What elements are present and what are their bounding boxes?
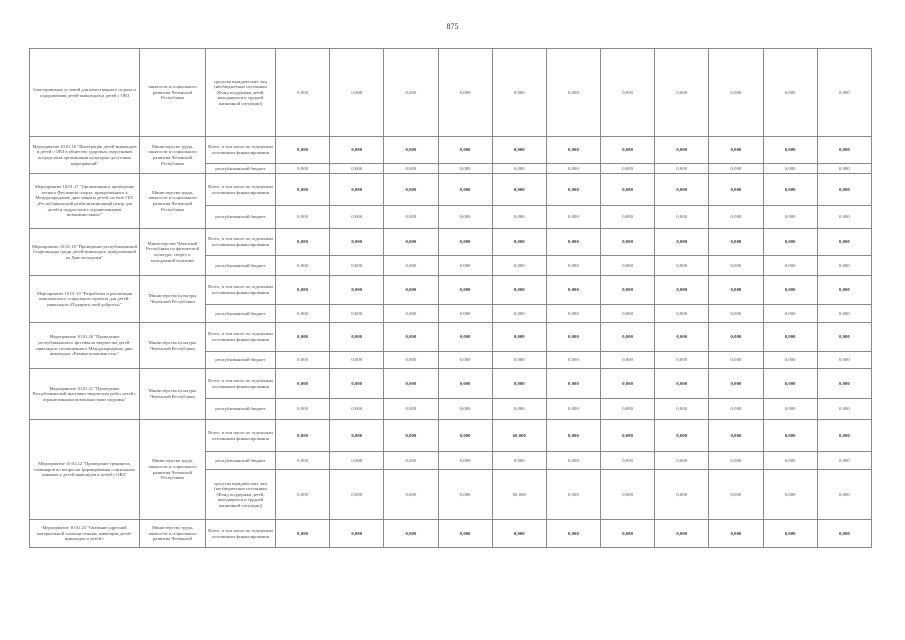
- amount-cell: 0,000: [384, 256, 438, 276]
- amount-cell: 0,000: [492, 520, 546, 548]
- amount-cell: 0,000: [709, 452, 763, 470]
- amount-cell: 0,000: [817, 164, 871, 174]
- funding-source-cell: Всего, в том числе по отдельным источникам финансирования: [206, 229, 276, 256]
- event-name-cell: Мероприятие 10.01.21 "Проведение Республиканской выставки творческих работ детей с ограниченными возможностями здоровья": [30, 369, 140, 420]
- amount-cell: 0,000: [438, 352, 492, 369]
- amount-cell: 60,000: [492, 470, 546, 520]
- amount-cell: 0,000: [817, 174, 871, 206]
- amount-cell: 0,000: [330, 352, 384, 369]
- amount-cell: 0,000: [546, 305, 600, 323]
- amount-cell: 0,000: [438, 520, 492, 548]
- amount-cell: 0,000: [330, 420, 384, 452]
- amount-cell: 0,000: [276, 137, 330, 164]
- funding-source-cell: республиканский бюджет: [206, 164, 276, 174]
- amount-cell: 0,000: [546, 323, 600, 352]
- amount-cell: 0,000: [763, 206, 817, 229]
- amount-cell: 0,000: [546, 137, 600, 164]
- amount-cell: 0,000: [655, 323, 709, 352]
- amount-cell: 0,000: [655, 137, 709, 164]
- amount-cell: 0,000: [655, 49, 709, 137]
- amount-cell: 0,000: [438, 256, 492, 276]
- amount-cell: 0,000: [438, 164, 492, 174]
- amount-cell: 0,000: [546, 276, 600, 305]
- table-row: [30, 137, 872, 164]
- amount-cell: 0,000: [330, 305, 384, 323]
- funding-source-cell: республиканский бюджет: [206, 452, 276, 470]
- amount-cell: 0,000: [438, 470, 492, 520]
- executor-cell: Министерство культуры Чеченской Республики: [140, 369, 206, 420]
- amount-cell: 0,000: [384, 369, 438, 399]
- amount-cell: 0,000: [276, 49, 330, 137]
- amount-cell: 0,000: [276, 206, 330, 229]
- amount-cell: 0,000: [763, 452, 817, 470]
- amount-cell: 0,000: [763, 164, 817, 174]
- amount-cell: 0,000: [601, 206, 655, 229]
- amount-cell: 0,000: [438, 452, 492, 470]
- amount-cell: 0,000: [601, 229, 655, 256]
- amount-cell: 0,000: [546, 164, 600, 174]
- amount-cell: 0,000: [601, 164, 655, 174]
- funding-source-cell: Всего, в том числе по отдельным источникам финансирования: [206, 137, 276, 164]
- amount-cell: 0,000: [709, 470, 763, 520]
- amount-cell: 0,000: [763, 470, 817, 520]
- amount-cell: 0,000: [655, 305, 709, 323]
- funding-source-cell: республиканский бюджет: [206, 256, 276, 276]
- amount-cell: 0,000: [655, 420, 709, 452]
- amount-cell: 0,000: [492, 452, 546, 470]
- amount-cell: 0,000: [492, 164, 546, 174]
- amount-cell: 0,000: [438, 229, 492, 256]
- table-row: [30, 520, 872, 548]
- amount-cell: 0,000: [492, 256, 546, 276]
- amount-cell: 0,000: [763, 323, 817, 352]
- amount-cell: 0,000: [546, 452, 600, 470]
- amount-cell: 0,000: [709, 352, 763, 369]
- amount-cell: 0,000: [438, 399, 492, 420]
- amount-cell: 0,000: [276, 420, 330, 452]
- budget-table: [29, 48, 872, 548]
- event-name-cell: Мероприятие 10.01.18 "Проведение республиканской Спартакиады среди детей-инвалидов, приуроченной ко Дню молодежи": [30, 229, 140, 276]
- amount-cell: 0,000: [817, 137, 871, 164]
- amount-cell: 0,000: [763, 420, 817, 452]
- amount-cell: 0,000: [709, 399, 763, 420]
- amount-cell: 0,000: [384, 520, 438, 548]
- executor-cell: Министерство Чеченской Республики по физической культуре, спорту и молодежной политике: [140, 229, 206, 276]
- amount-cell: 0,000: [763, 137, 817, 164]
- amount-cell: 0,000: [817, 352, 871, 369]
- amount-cell: 0,000: [546, 229, 600, 256]
- executor-cell: Министерство труда, занятости и социального развития Чеченской Республики: [140, 420, 206, 520]
- amount-cell: 0,000: [601, 369, 655, 399]
- funding-source-cell: Всего, в том числе по отдельным источникам финансирования: [206, 276, 276, 305]
- funding-source-cell: республиканский бюджет: [206, 399, 276, 420]
- amount-cell: 0,000: [492, 137, 546, 164]
- amount-cell: 0,000: [655, 470, 709, 520]
- event-name-cell: Мероприятие 10.01.22 "Проведение тренингов, семинаров по вопросам формирования социальных навыков у детей-инвалидов и детей с ОВЗ": [30, 420, 140, 520]
- amount-cell: 0,000: [655, 369, 709, 399]
- amount-cell: 0,000: [276, 352, 330, 369]
- amount-cell: 0,000: [763, 276, 817, 305]
- amount-cell: 0,000: [601, 305, 655, 323]
- amount-cell: 0,000: [384, 305, 438, 323]
- amount-cell: 0,000: [817, 470, 871, 520]
- funding-source-cell: Всего, в том числе по отдельным источникам финансирования: [206, 323, 276, 352]
- amount-cell: 0,000: [763, 229, 817, 256]
- amount-cell: 0,000: [709, 229, 763, 256]
- amount-cell: 0,000: [276, 174, 330, 206]
- amount-cell: 0,000: [438, 305, 492, 323]
- amount-cell: 0,000: [492, 352, 546, 369]
- table-row: [30, 229, 872, 256]
- amount-cell: 0,000: [330, 137, 384, 164]
- funding-source-cell: средства юридических лиц (необюджетные источники (Фонд поддержки детей, находящихся в трудной жизненной ситуации)): [206, 49, 276, 137]
- amount-cell: 0,000: [709, 323, 763, 352]
- amount-cell: 0,000: [330, 206, 384, 229]
- amount-cell: 0,000: [709, 276, 763, 305]
- amount-cell: 0,000: [601, 470, 655, 520]
- table-row: [30, 420, 872, 452]
- amount-cell: 0,000: [546, 399, 600, 420]
- amount-cell: 0,000: [546, 520, 600, 548]
- funding-source-cell: Всего, в том числе по отдельным источникам финансирования: [206, 369, 276, 399]
- amount-cell: 0,000: [384, 470, 438, 520]
- event-name-cell: Мероприятие 10.01.19 "Разработка и реализация комплексного социального проекта для детей-инвалидов «Подарить свой доброты»": [30, 276, 140, 323]
- amount-cell: 0,000: [492, 369, 546, 399]
- amount-cell: 0,000: [763, 256, 817, 276]
- amount-cell: 0,000: [709, 174, 763, 206]
- amount-cell: 0,000: [330, 452, 384, 470]
- amount-cell: 0,000: [330, 520, 384, 548]
- amount-cell: 0,000: [276, 470, 330, 520]
- amount-cell: 0,000: [330, 399, 384, 420]
- amount-cell: 0,000: [492, 305, 546, 323]
- amount-cell: 0,000: [601, 420, 655, 452]
- amount-cell: 0,000: [546, 174, 600, 206]
- amount-cell: 0,000: [709, 369, 763, 399]
- event-name-cell: Мероприятие 10.01.17 "Организация и проведение летнего Фестиваля спорта, приуроченного к Международному дню защиты детей, на базе ГБУ «Республиканский реабилитационный центр для детей и подростков с ограниченными возможностями»": [30, 174, 140, 229]
- event-name-cell: Мероприятие 10.01.16 "Интеграция детей-инвалидов и детей с ОВЗ в общество здоровых сверстников посредством организации культурно-досуговых мероприятий": [30, 137, 140, 174]
- funding-source-cell: республиканский бюджет: [206, 352, 276, 369]
- amount-cell: 0,000: [276, 256, 330, 276]
- amount-cell: 0,000: [709, 520, 763, 548]
- amount-cell: 0,000: [763, 49, 817, 137]
- table-row: [30, 276, 872, 305]
- event-name-cell: благоприятных условий для качественного отдыха и оздоровления детей-инвалидов и детей с ОВЗ: [30, 49, 140, 137]
- amount-cell: 0,000: [546, 470, 600, 520]
- funding-source-cell: республиканский бюджет: [206, 305, 276, 323]
- amount-cell: 0,000: [655, 206, 709, 229]
- amount-cell: 0,000: [763, 174, 817, 206]
- amount-cell: 0,000: [438, 137, 492, 164]
- executor-cell: Министерство культуры Чеченской Республики: [140, 323, 206, 369]
- amount-cell: 0,000: [492, 276, 546, 305]
- executor-cell: Министерство труда, занятости и социального развития Чеченской Республики: [140, 137, 206, 174]
- amount-cell: 0,000: [330, 369, 384, 399]
- amount-cell: 0,000: [384, 276, 438, 305]
- funding-source-cell: средства юридических лиц (необюджетные источники (Фонд поддержки детей, находящихся в трудной жизненной ситуации)): [206, 470, 276, 520]
- amount-cell: 0,000: [655, 276, 709, 305]
- executor-cell: Министерство труда, занятости и социального развития Чеченской Республики: [140, 174, 206, 229]
- amount-cell: 0,000: [709, 137, 763, 164]
- amount-cell: 0,000: [546, 420, 600, 452]
- amount-cell: 0,000: [330, 164, 384, 174]
- amount-cell: 0,000: [655, 352, 709, 369]
- amount-cell: 0,000: [601, 256, 655, 276]
- amount-cell: 0,000: [492, 206, 546, 229]
- amount-cell: 0,000: [492, 174, 546, 206]
- amount-cell: 0,000: [763, 369, 817, 399]
- amount-cell: 0,000: [330, 229, 384, 256]
- amount-cell: 0,000: [601, 323, 655, 352]
- amount-cell: 0,000: [709, 49, 763, 137]
- amount-cell: 0,000: [709, 256, 763, 276]
- executor-cell: Министерство труда, занятости и социального развития Чеченской: [140, 520, 206, 548]
- amount-cell: 0,000: [655, 164, 709, 174]
- funding-source-cell: республиканский бюджет: [206, 206, 276, 229]
- amount-cell: 0,000: [276, 164, 330, 174]
- amount-cell: 60,000: [492, 420, 546, 452]
- amount-cell: 0,000: [330, 256, 384, 276]
- amount-cell: 0,000: [438, 49, 492, 137]
- amount-cell: 0,000: [546, 256, 600, 276]
- amount-cell: 0,000: [384, 49, 438, 137]
- amount-cell: 0,000: [601, 399, 655, 420]
- amount-cell: 0,000: [546, 369, 600, 399]
- amount-cell: 0,000: [655, 520, 709, 548]
- amount-cell: 0,000: [817, 323, 871, 352]
- amount-cell: 0,000: [709, 206, 763, 229]
- amount-cell: 0,000: [817, 399, 871, 420]
- amount-cell: 0,000: [763, 520, 817, 548]
- amount-cell: 0,000: [601, 49, 655, 137]
- amount-cell: 0,000: [709, 420, 763, 452]
- amount-cell: 0,000: [438, 206, 492, 229]
- amount-cell: 0,000: [438, 276, 492, 305]
- amount-cell: 0,000: [276, 276, 330, 305]
- amount-cell: 0,000: [817, 452, 871, 470]
- amount-cell: 0,000: [384, 206, 438, 229]
- amount-cell: 0,000: [546, 206, 600, 229]
- amount-cell: 0,000: [817, 305, 871, 323]
- amount-cell: 0,000: [330, 276, 384, 305]
- event-name-cell: Мероприятие 10.01.23 "Оказание адресной материальной помощи семьям, имеющим детей-инвалидов и детей с: [30, 520, 140, 548]
- amount-cell: 0,000: [276, 305, 330, 323]
- amount-cell: 0,000: [817, 420, 871, 452]
- page-number: 875: [446, 22, 459, 31]
- amount-cell: 0,000: [330, 470, 384, 520]
- amount-cell: 0,000: [276, 323, 330, 352]
- amount-cell: 0,000: [601, 520, 655, 548]
- budget-table-body: [30, 49, 872, 548]
- amount-cell: 0,000: [276, 452, 330, 470]
- amount-cell: 0,000: [384, 352, 438, 369]
- amount-cell: 0,000: [655, 452, 709, 470]
- amount-cell: 0,000: [817, 49, 871, 137]
- amount-cell: 0,000: [276, 369, 330, 399]
- table-row: [30, 49, 872, 137]
- table-row: [30, 174, 872, 206]
- amount-cell: 0,000: [276, 399, 330, 420]
- amount-cell: 0,000: [384, 323, 438, 352]
- amount-cell: 0,000: [817, 229, 871, 256]
- amount-cell: 0,000: [330, 174, 384, 206]
- executor-cell: Министерство культуры Чеченской Республики: [140, 276, 206, 323]
- amount-cell: 0,000: [492, 49, 546, 137]
- amount-cell: 0,000: [384, 174, 438, 206]
- funding-source-cell: Всего, в том числе по отдельным источникам финансирования: [206, 420, 276, 452]
- amount-cell: 0,000: [384, 164, 438, 174]
- amount-cell: 0,000: [384, 420, 438, 452]
- amount-cell: 0,000: [546, 49, 600, 137]
- table-row: [30, 369, 872, 399]
- amount-cell: 0,000: [546, 352, 600, 369]
- amount-cell: 0,000: [709, 164, 763, 174]
- amount-cell: 0,000: [655, 229, 709, 256]
- amount-cell: 0,000: [817, 256, 871, 276]
- amount-cell: 0,000: [601, 137, 655, 164]
- funding-source-cell: Всего, в том числе по отдельным источникам финансирования: [206, 520, 276, 548]
- amount-cell: 0,000: [601, 174, 655, 206]
- amount-cell: 0,000: [763, 352, 817, 369]
- amount-cell: 0,000: [276, 229, 330, 256]
- amount-cell: 0,000: [492, 323, 546, 352]
- amount-cell: 0,000: [763, 305, 817, 323]
- amount-cell: 0,000: [492, 229, 546, 256]
- amount-cell: 0,000: [817, 206, 871, 229]
- amount-cell: 0,000: [438, 323, 492, 352]
- amount-cell: 0,000: [655, 399, 709, 420]
- funding-source-cell: Всего, в том числе по отдельным источникам финансирования: [206, 174, 276, 206]
- amount-cell: 0,000: [655, 256, 709, 276]
- amount-cell: 0,000: [276, 520, 330, 548]
- amount-cell: 0,000: [709, 305, 763, 323]
- amount-cell: 0,000: [601, 276, 655, 305]
- executor-cell: занятости и социального развития Чеченской Республики: [140, 49, 206, 137]
- amount-cell: 0,000: [763, 399, 817, 420]
- event-name-cell: Мероприятие 10.01.20 "Проведение республиканского фестиваля творчества детей-инвалидов, посвященного Международному дню инвалидов «Равные возможности»": [30, 323, 140, 369]
- amount-cell: 0,000: [438, 420, 492, 452]
- amount-cell: 0,000: [492, 399, 546, 420]
- amount-cell: 0,000: [601, 452, 655, 470]
- table-row: [30, 323, 872, 352]
- amount-cell: 0,000: [438, 174, 492, 206]
- amount-cell: 0,000: [601, 352, 655, 369]
- amount-cell: 0,000: [330, 323, 384, 352]
- amount-cell: 0,000: [655, 174, 709, 206]
- amount-cell: 0,000: [384, 399, 438, 420]
- amount-cell: 0,000: [384, 137, 438, 164]
- amount-cell: 0,000: [384, 452, 438, 470]
- amount-cell: 0,000: [330, 49, 384, 137]
- amount-cell: 0,000: [817, 520, 871, 548]
- amount-cell: 0,000: [817, 369, 871, 399]
- amount-cell: 0,000: [817, 276, 871, 305]
- amount-cell: 0,000: [384, 229, 438, 256]
- amount-cell: 0,000: [438, 369, 492, 399]
